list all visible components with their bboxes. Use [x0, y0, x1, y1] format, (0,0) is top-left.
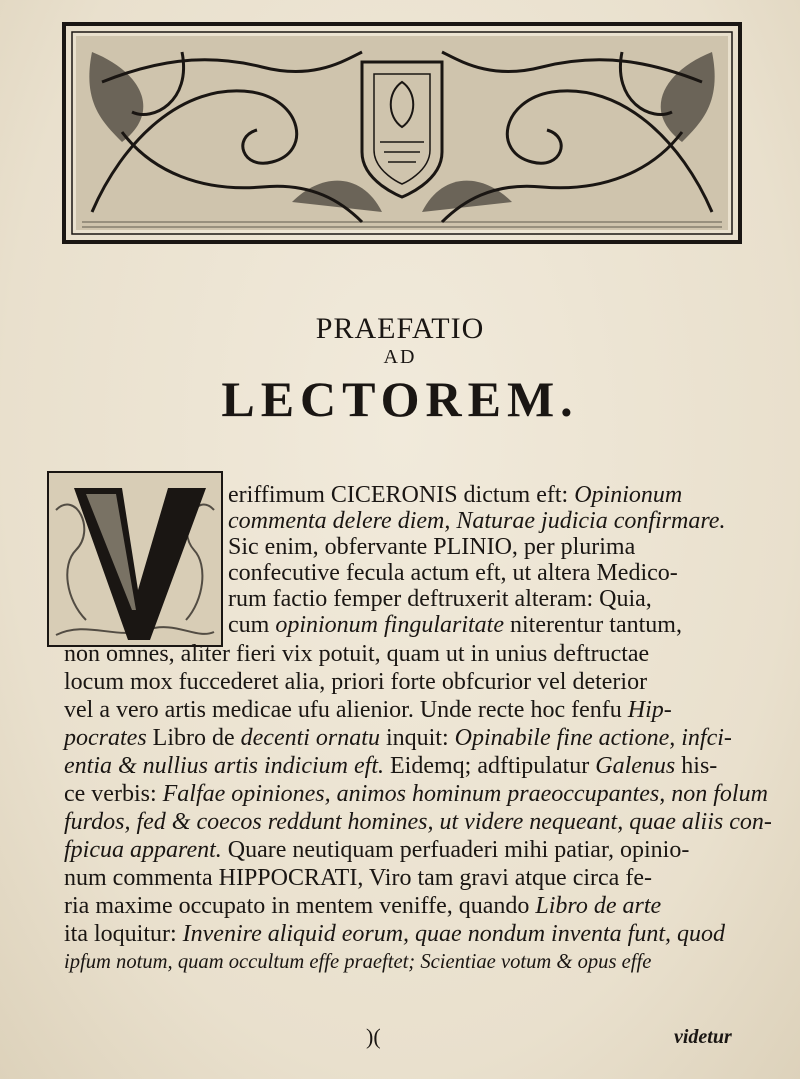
text-run: ria maxime occupato in mentem veniffe, quando — [64, 893, 536, 919]
italic-text-run: Libro de arte — [535, 893, 662, 919]
italic-text-run: fpicua apparent. — [64, 837, 222, 863]
italic-text-run: Galenus — [595, 753, 676, 779]
text-run: vel a vero artis medicae ufu alienior. Unde recte hoc fenfu — [64, 697, 628, 723]
text-line — [228, 534, 635, 560]
italic-text-run: Opinionum — [574, 482, 683, 508]
decorated-initial-v — [46, 470, 224, 648]
text-line — [64, 921, 725, 947]
text-run: inquit: — [379, 725, 455, 751]
text-run: cum — [228, 612, 276, 638]
text-run: rum factio femper deftruxerit alteram: Quia, — [228, 586, 652, 612]
text-line — [228, 586, 652, 612]
text-run: niterentur tantum, — [504, 612, 682, 638]
text-line — [228, 482, 682, 508]
text-line — [64, 837, 689, 863]
title-ad: AD — [383, 346, 417, 368]
italic-text-run: opinionum fingularitate — [275, 612, 504, 638]
italic-text-run: ipfum notum, quam occultum effe praeftet; Scientiae votum & opus effe — [64, 951, 652, 973]
text-line — [64, 893, 661, 919]
text-line — [228, 560, 678, 586]
text-run: eriffimum CICERONIS dictum eft: — [228, 482, 575, 508]
text-run: his- — [675, 753, 718, 779]
italic-text-run: Falfae opiniones, animos hominum praeoccupantes, non folum — [162, 781, 768, 807]
text-line — [64, 865, 652, 891]
text-line — [228, 612, 682, 638]
text-run: Eidemq; adftipulatur — [384, 753, 596, 779]
italic-text-run: Hip- — [627, 697, 672, 723]
signature-mark: )( — [366, 1024, 381, 1049]
catchword: videtur — [674, 1026, 732, 1048]
italic-text-run: commenta delere diem, Naturae judicia confirmare. — [228, 508, 726, 534]
title-lectorem: LECTOREM. — [221, 371, 579, 427]
italic-text-run: decenti ornatu — [240, 725, 380, 751]
title-praefatio: PRAEFATIO — [315, 312, 485, 345]
italic-text-run: furdos, fed & coecos reddunt homines, ut videre nequeant, quae aliis con- — [64, 809, 772, 835]
text-line — [64, 725, 732, 751]
text-line — [64, 697, 672, 723]
text-run: ce verbis: — [64, 781, 163, 807]
text-run: num commenta HIPPOCRATI, Viro tam gravi atque circa fe- — [64, 865, 652, 891]
italic-text-run: pocrates — [64, 725, 147, 751]
text-line — [64, 781, 768, 807]
text-run: Sic enim, obfervante PLINIO, per plurima — [228, 534, 636, 560]
italic-text-run: Invenire aliquid eorum, quae nondum inventa funt, quod — [182, 921, 726, 947]
text-line — [228, 508, 725, 534]
text-run: confecutive fecula actum eft, ut altera Medico- — [228, 560, 678, 586]
italic-text-run: entia & nullius artis indicium eft. — [64, 753, 384, 779]
text-run: non omnes, aliter fieri vix potuit, quam ut in unius deftructae — [64, 641, 650, 667]
text-run: ita loquitur: — [64, 921, 183, 947]
text-line — [64, 809, 772, 835]
text-line — [64, 669, 647, 695]
text-run: locum mox fuccederet alia, priori forte obfcurior vel deterior — [64, 669, 648, 695]
italic-text-run: Opinabile fine actione, infci- — [454, 725, 732, 751]
text-run: Libro de — [146, 725, 241, 751]
text-run: Quare neutiquam perfuaderi mihi patiar, opinio- — [221, 837, 690, 863]
text-line — [64, 949, 651, 975]
text-line — [64, 753, 717, 779]
ornamental-headpiece — [62, 22, 742, 244]
text-line — [64, 641, 649, 667]
